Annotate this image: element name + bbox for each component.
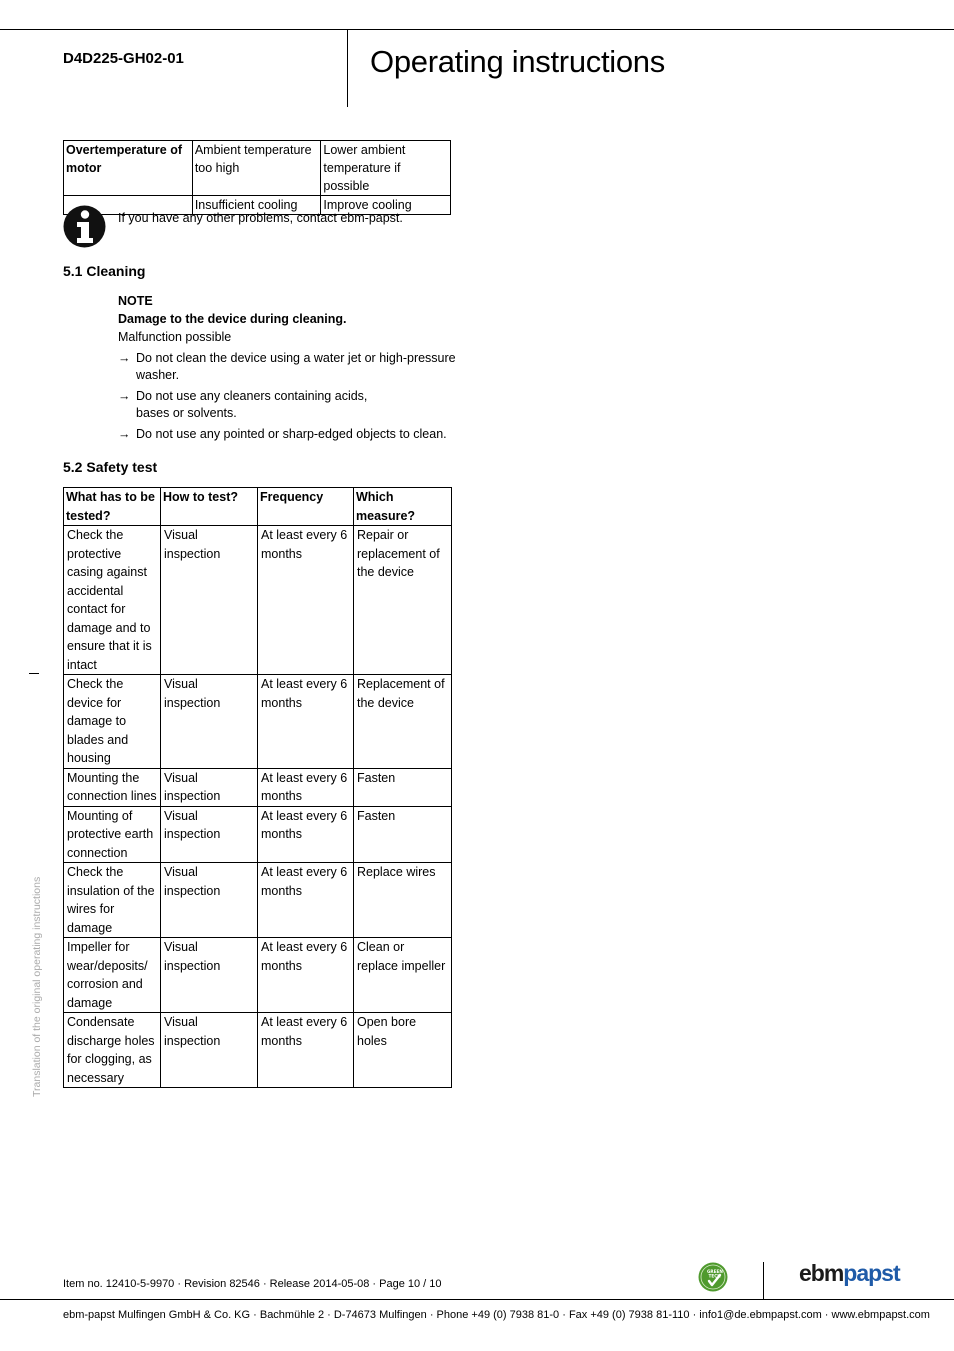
table-cell: Fasten xyxy=(354,806,452,863)
svg-text:TECH: TECH xyxy=(708,1273,721,1279)
info-icon xyxy=(63,205,106,248)
table-cell: Visual inspection xyxy=(161,938,258,1013)
bullet-text: Do not use any pointed or sharp-edged objects to clean. xyxy=(136,427,447,441)
table-row xyxy=(64,768,452,806)
table-cell: At least every 6 months xyxy=(258,806,354,863)
remedy-cell: Lower ambient temperature if possible xyxy=(321,141,451,196)
table-row xyxy=(64,938,452,1013)
bullet-text: Do not clean the device using a water jet or high-pressure washer. xyxy=(136,351,456,382)
remedy-cell: Improve cooling xyxy=(321,196,451,215)
cause-cell: Insufficient cooling xyxy=(192,196,321,215)
cause-cell: Ambient temperature too high xyxy=(192,141,321,196)
logo-divider xyxy=(763,1262,764,1300)
table-cell: Impeller for wear/deposits/ corrosion and damage xyxy=(64,938,161,1013)
company-address: ebm-papst Mulfingen GmbH & Co. KG · Bachmühle 2 · D-74673 Mulfingen · Phone +49 (0) 7938 81-0 · Fax +49 (0) 7938 81-110 · info1@de.ebmpapst.com · www.ebmpapst.com xyxy=(63,1309,930,1321)
table-cell: At least every 6 months xyxy=(258,1013,354,1088)
cleaning-note xyxy=(118,292,458,443)
table-header-row xyxy=(64,488,452,526)
section-heading-safety: 5.2 Safety test xyxy=(63,459,158,475)
info-text: If you have any other problems, contact ebm-papst. xyxy=(118,211,403,225)
fault-table xyxy=(63,140,451,215)
page-title: Operating instructions xyxy=(370,44,665,79)
header-divider xyxy=(347,29,348,107)
footer-rule xyxy=(0,1299,954,1300)
note-subtitle: Malfunction possible xyxy=(118,330,232,344)
list-item xyxy=(118,350,458,384)
column-header: What has to be tested? xyxy=(64,488,161,526)
column-header: Frequency xyxy=(258,488,354,526)
table-row xyxy=(64,863,452,938)
table-cell: Visual inspection xyxy=(161,768,258,806)
table-cell: At least every 6 months xyxy=(258,526,354,675)
table-cell: Check the device for damage to blades and housing xyxy=(64,675,161,769)
table-row xyxy=(64,141,451,196)
bullet-text: Do not use any cleaners containing acids, bases or solvents. xyxy=(136,389,368,420)
table-cell: Visual inspection xyxy=(161,675,258,769)
table-cell: At least every 6 months xyxy=(258,863,354,938)
list-item xyxy=(118,388,376,422)
table-cell: At least every 6 months xyxy=(258,768,354,806)
table-cell: Mounting of protective earth connection xyxy=(64,806,161,863)
table-row xyxy=(64,1013,452,1088)
arrow-icon: → xyxy=(118,427,131,441)
table-cell: Visual inspection xyxy=(161,863,258,938)
fault-cell: Overtemperature of motor xyxy=(64,141,193,196)
list-item xyxy=(118,426,458,443)
safety-table xyxy=(63,487,452,1088)
note-label: NOTE xyxy=(118,294,153,308)
table-cell: Visual inspection xyxy=(161,806,258,863)
model-number: D4D225-GH02-01 xyxy=(63,50,184,67)
side-note: Translation of the original operating instructions xyxy=(31,876,43,1097)
arrow-icon: → xyxy=(118,351,131,365)
table-cell: Condensate discharge holes for clogging, as necessary xyxy=(64,1013,161,1088)
table-cell: Check the insulation of the wires for damage xyxy=(64,863,161,938)
table-row xyxy=(64,526,452,675)
table-cell: Fasten xyxy=(354,768,452,806)
header-rule xyxy=(0,29,954,30)
arrow-icon: → xyxy=(118,389,131,403)
table-cell: At least every 6 months xyxy=(258,938,354,1013)
table-cell: Clean or replace impeller xyxy=(354,938,452,1013)
green-tech-badge-icon xyxy=(698,1262,728,1292)
table-cell: Mounting the connection lines xyxy=(64,768,161,806)
svg-text:GREEN: GREEN xyxy=(707,1269,723,1274)
column-header: Which measure? xyxy=(354,488,452,526)
table-row xyxy=(64,675,452,769)
table-cell: Replace wires xyxy=(354,863,452,938)
section-heading-cleaning: 5.1 Cleaning xyxy=(63,263,146,279)
table-cell: Visual inspection xyxy=(161,526,258,675)
table-cell: Check the protective casing against accidental contact for damage and to ensure that it is intact xyxy=(64,526,161,675)
table-row xyxy=(64,806,452,863)
table-cell: Visual inspection xyxy=(161,1013,258,1088)
column-header: How to test? xyxy=(161,488,258,526)
margin-mark xyxy=(29,673,39,674)
table-cell: Open bore holes xyxy=(354,1013,452,1088)
item-info: Item no. 12410-5-9970 · Revision 82546 · Release 2014-05-08 · Page 10 / 10 xyxy=(63,1278,442,1290)
table-cell: At least every 6 months xyxy=(258,675,354,769)
ebmpapst-logo: ebmpapst xyxy=(799,1260,900,1286)
table-cell: Replacement of the device xyxy=(354,675,452,769)
table-cell: Repair or replacement of the device xyxy=(354,526,452,675)
note-title: Damage to the device during cleaning. xyxy=(118,312,347,326)
